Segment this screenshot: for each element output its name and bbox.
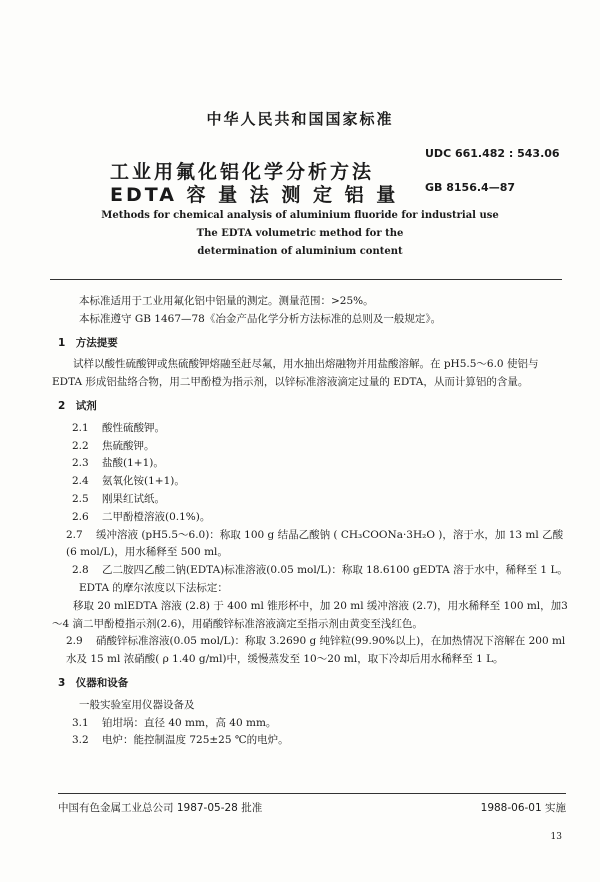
reagent-item: 2.1 酸性硫酸钾。 bbox=[72, 421, 165, 434]
footer-divider bbox=[58, 793, 566, 794]
udc-code: UDC 661.482 : 543.06 bbox=[425, 147, 560, 160]
reagent-item: 2.7 缓冲溶液 (pH5.5～6.0)：称取 100 g 结晶乙酸钠 ( CH₃COONa·3H₂O )，溶于水，加 13 ml 乙酸(6 mol/L)，用水稀释至 500 ml。 bbox=[66, 528, 564, 559]
english-title-1: Methods for chemical analysis of aluminium fluoride for industrial use bbox=[101, 210, 499, 221]
reagent-item: 2.5 刚果红试纸。 bbox=[72, 492, 165, 505]
intro-scope: 本标准适用于工业用氟化铝中铝量的测定。测量范围：>25%。 bbox=[79, 295, 374, 307]
document-subtitle: EDTA 容 量 法 测 定 铝 量 bbox=[110, 184, 399, 206]
reagent-item: 2.9 硝酸锌标准溶液(0.05 mol/L)：称取 3.2690 g 纯锌粒(99.90%以上)，在加热情况下溶解在 200 ml 水及 15 ml 浓硝酸( ρ 1.40 g/ml)中，缓慢蒸发至 10～20 ml，取下冷却后用水稀释至 1 L。 bbox=[66, 635, 566, 666]
reagent-item: 2.3 盐酸(1+1)。 bbox=[72, 457, 164, 470]
intro-compliance: 本标准遵守 GB 1467—78《冶金产品化学分析方法标准的总则及一般规定》。 bbox=[79, 312, 442, 325]
reagent-item: 2.4 氨氧化铵(1+1)。 bbox=[72, 475, 185, 488]
effective-date: 1988-06-01 实施 bbox=[480, 802, 566, 814]
header-divider bbox=[50, 279, 562, 280]
section-3-intro: 一般实验室用仪器设备及 bbox=[79, 698, 195, 711]
english-title-3: determination of aluminium content bbox=[197, 246, 403, 257]
gb-number: GB 8156.4—87 bbox=[425, 181, 515, 194]
reagent-item: 2.8 乙二胺四乙酸二钠(EDTA)标准溶液(0.05 mol/L)：称取 18.6100 gEDTA 溶于水中，稀释至 1 L。 bbox=[72, 564, 568, 577]
english-title-2: The EDTA volumetric method for the bbox=[196, 228, 404, 239]
page-number: 13 bbox=[550, 832, 562, 842]
section-2-heading: 2 试剂 bbox=[58, 399, 97, 412]
section-1-heading: 1 方法提要 bbox=[58, 336, 118, 349]
edta-note: EDTA 的摩尔浓度以下法标定： bbox=[79, 581, 228, 594]
section-1-text: 试样以酸性硫酸钾或焦硫酸钾熔融至赶尽氟，用水抽出熔融物并用盐酸溶解。在 pH5.5～6.0 使铝与 EDTA 形成铝盐络合物，用二甲酚橙为指示剂，以锌标准溶液滴定过量的 EDTA，从而计算铝的含量。 bbox=[52, 358, 539, 389]
reagent-item: 2.6 二甲酚橙溶液(0.1%)。 bbox=[72, 510, 211, 523]
document-body bbox=[52, 293, 568, 750]
approval-date: 中国有色金属工业总公司 1987-05-28 批准 bbox=[58, 802, 263, 814]
equipment-item: 3.1 铂坩埚：直径 40 mm，高 40 mm。 bbox=[72, 716, 277, 729]
section-3-heading: 3 仪器和设备 bbox=[58, 676, 129, 689]
edta-procedure: 移取 20 mlEDTA 溶液 (2.8) 于 400 ml 锥形杯中，加 20 ml 缓冲溶液 (2.7)，用水稀释至 100 ml，加3～4 滴二甲酚橙指示剂(2.6)，用硝酸锌标准溶液滴定至指示剂由黄变至浅红色。 bbox=[52, 599, 568, 630]
document-title: 工业用氟化铝化学分析方法 bbox=[110, 161, 375, 183]
national-standard-header: 中华人民共和国国家标准 bbox=[206, 110, 394, 128]
reagent-item: 2.2 焦硫酸钾。 bbox=[72, 439, 155, 452]
equipment-item: 3.2 电炉：能控制温度 725±25 ℃的电炉。 bbox=[72, 734, 289, 747]
